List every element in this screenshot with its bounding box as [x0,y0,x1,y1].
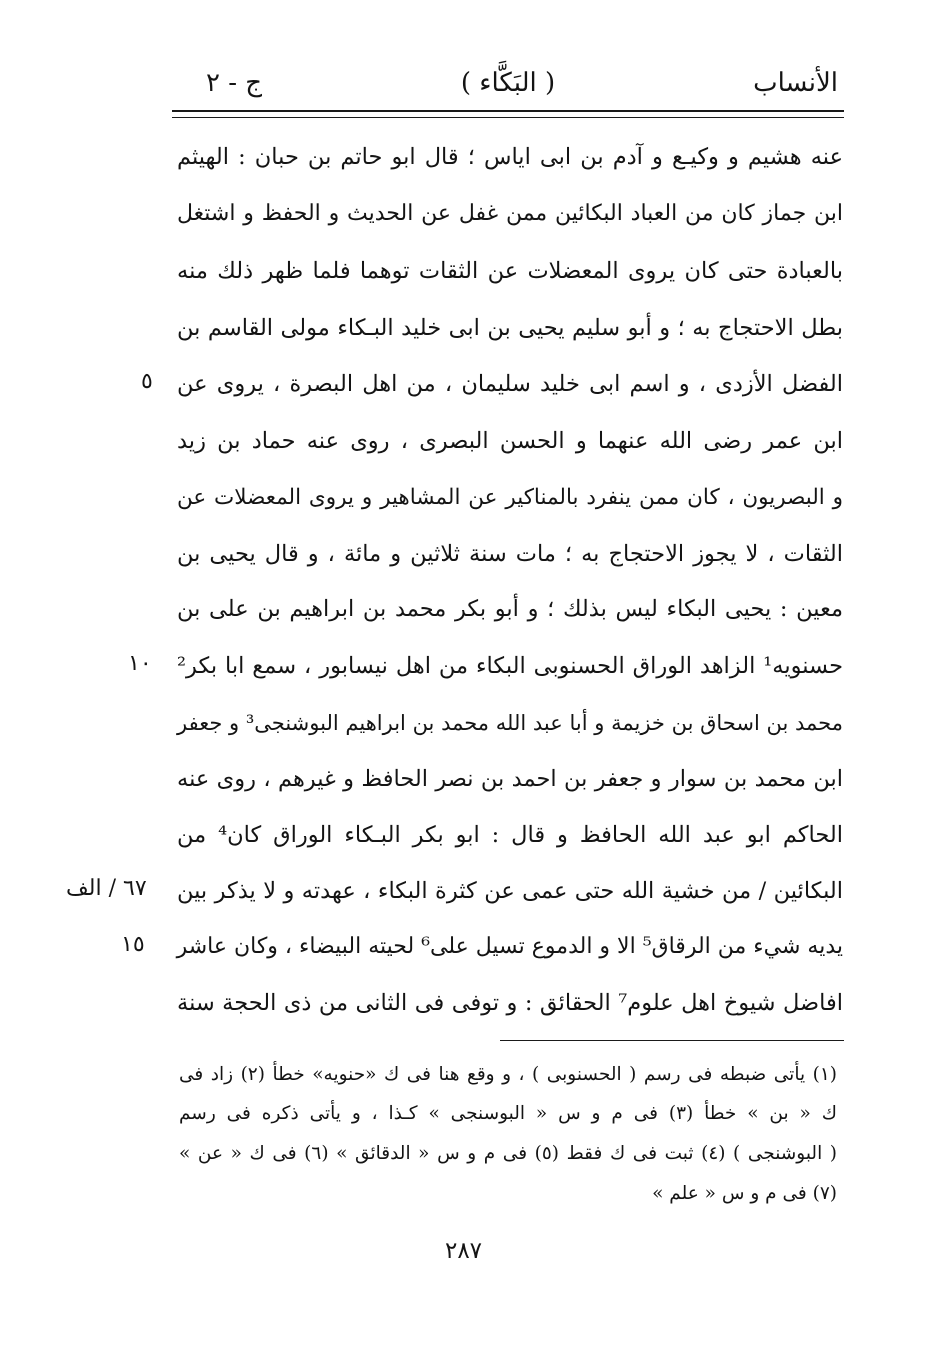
text-line: البكائين / من خشية الله حتى عمى عن كثرة البكاء ، عهدته و لا يذكر بين [177,878,843,904]
page-header [172,62,844,108]
text-line: الفضل الأزدى ، و اسم ابى خليد سليمان ، من اهل البصرة ، يروى عن [177,371,843,397]
text-line: بطل الاحتجاج به ؛ و أبو سليم يحيى بن ابى خليد البـكاء مولى القاسم بن [177,315,843,341]
line-number-15: ١٥ [121,932,145,957]
text-line: ابن محمد بن سوار و جعفر بن احمد بن نصر الحافظ و غيرهم ، روى عنه [177,766,843,792]
page-number: ٢٨٧ [444,1238,483,1264]
header-rule-thin [172,117,844,118]
running-title: الأنساب [753,68,838,98]
text-line: حسنويه¹ الزاهد الوراق الحسنوبى البكاء من اهل نيسابور ، سمع ابا بكر² [177,653,843,679]
volume-label: ج - ٢ [206,68,263,98]
footnote-line: (١) يأتى ضبطه فى رسم ( الحسنوبى ) ، و وقع هنا فى ك «حنويه» خطأ (٢) زاد فى [179,1064,837,1085]
footnote-rule [500,1040,844,1041]
footnote-line: (٧) فى م و س « علم » [652,1183,837,1204]
text-line: معين : يحيى البكاء ليس بذلك ؛ و أبو بكر محمد بن ابراهيم بن على بن [177,596,843,622]
text-line: عنه هشيم و وكيـع و آدم بن ابى اياس ؛ قال ابو حاتم بن حبان : الهيثم [177,144,843,170]
line-number-10: ١٠ [128,651,152,676]
footnote-line: ك « بن » خطأ (٣) فى م و س « البوسنجى » كـذا ، و يأتى ذكره فى رسم [179,1103,837,1124]
text-line: يديه شيء من الرقاق⁵ الا و الدموع تسيل على⁶ لحيته البيضاء ، وكان عاشر [176,934,843,959]
line-number-5: ٥ [141,369,153,394]
footnote-line: ( البوشنجى ) (٤) ثبت فى ك فقط (٥) فى م و س « الدقائق » (٦) فى ك « عن » [179,1143,838,1164]
text-line: الثقات ، لا يجوز الاحتجاج به ؛ مات سنة ثلاثين و مائة ، و قال يحيى بن [177,541,843,567]
text-line: افاضل شيوخ اهل علوم⁷ الحقائق : و توفى فى الثانى من ذى الحجة سنة [177,990,843,1016]
text-line: الحاكم ابو عبد الله الحافظ و قال : ابو بكر البـكاء الوراق كان⁴ من [177,822,843,848]
folio-marker: ٦٧ / الف [66,876,147,901]
text-line: ابن جماز كان من العباد البكائين ممن غفل عن الحديث و الحفظ و اشتغل [177,201,843,226]
text-line: ابن عمر رضى الله عنهما و الحسن البصرى ، روى عنه حماد بن زيد [177,428,843,454]
header-rule-thick [172,110,844,112]
text-line: و البصريون ، كان ممن ينفرد بالمناكير عن المشاهير و يروى المعضلات عن [177,485,843,510]
entry-title: ( البَكَّاء ) [460,68,556,98]
text-line: بالعبادة حتى كان يروى المعضلات عن الثقات توهما فلما ظهر ذلك منه [177,258,843,284]
text-line: محمد بن اسحاق بن خزيمة و أبا عبد الله محمد بن ابراهيم البوشنجى³ و جعفر [177,711,843,735]
